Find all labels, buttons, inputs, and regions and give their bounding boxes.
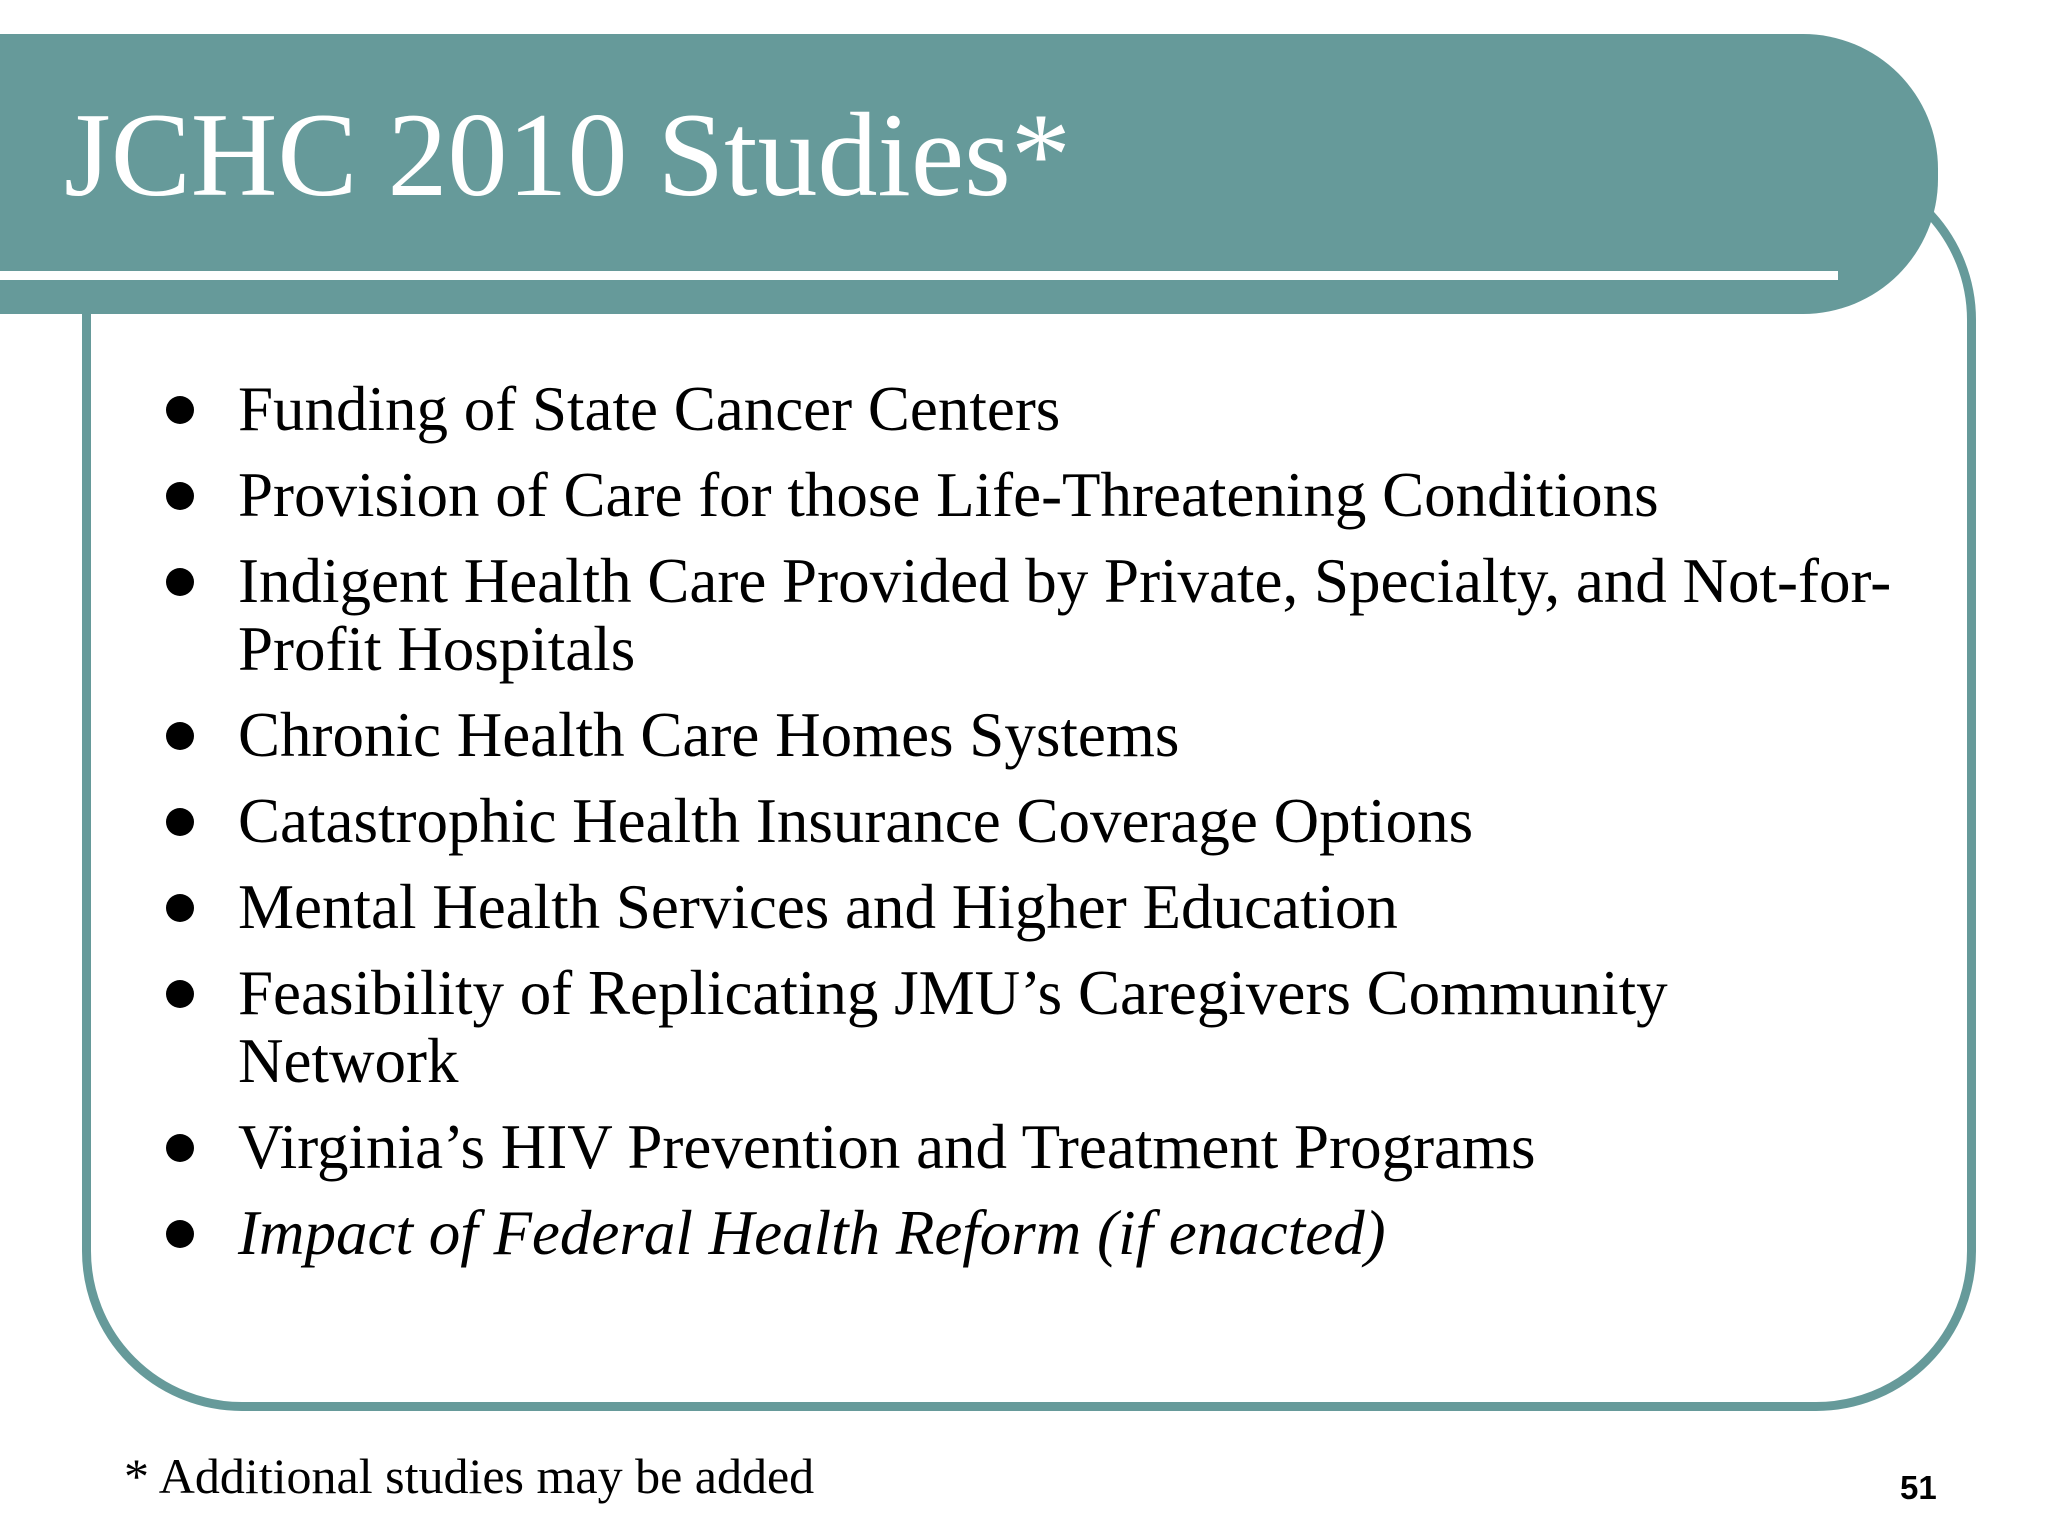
bullet-icon [166,808,194,836]
list-item-text: Chronic Health Care Homes Systems [238,700,1180,770]
bullet-icon [166,1134,194,1162]
slide-title: JCHC 2010 Studies* [64,88,1071,221]
list-item [160,787,1900,855]
list-item [160,959,1900,1095]
list-item [160,1199,1900,1267]
list-item-text: Mental Health Services and Higher Education [238,872,1398,942]
bullet-icon [166,396,194,424]
list-item [160,375,1900,443]
list-item [160,1113,1900,1181]
list-item-text: Virginia’s HIV Prevention and Treatment Programs [238,1112,1536,1182]
list-item-text: Feasibility of Replicating JMU’s Caregivers Community Network [238,958,1668,1096]
footnote: * Additional studies may be added [124,1448,815,1504]
list-item-text: Funding of State Cancer Centers [238,374,1061,444]
bullet-icon [166,894,194,922]
list-item-text: Impact of Federal Health Reform (if enacted) [238,1198,1386,1268]
title-divider [0,271,1838,280]
bullet-icon [166,568,194,596]
bullet-icon [166,980,194,1008]
bullet-icon [166,722,194,750]
list-item [160,873,1900,941]
list-item-text: Catastrophic Health Insurance Coverage Options [238,786,1474,856]
list-item [160,701,1900,769]
list-item-text: Indigent Health Care Provided by Private, Specialty, and Not-for-Profit Hospitals [238,546,1892,684]
study-list [160,375,1900,1285]
bullet-icon [166,482,194,510]
list-item [160,547,1900,683]
page-number: 51 [1900,1469,1937,1506]
list-item-text: Provision of Care for those Life-Threatening Conditions [238,460,1659,530]
list-item [160,461,1900,529]
bullet-icon [166,1220,194,1248]
